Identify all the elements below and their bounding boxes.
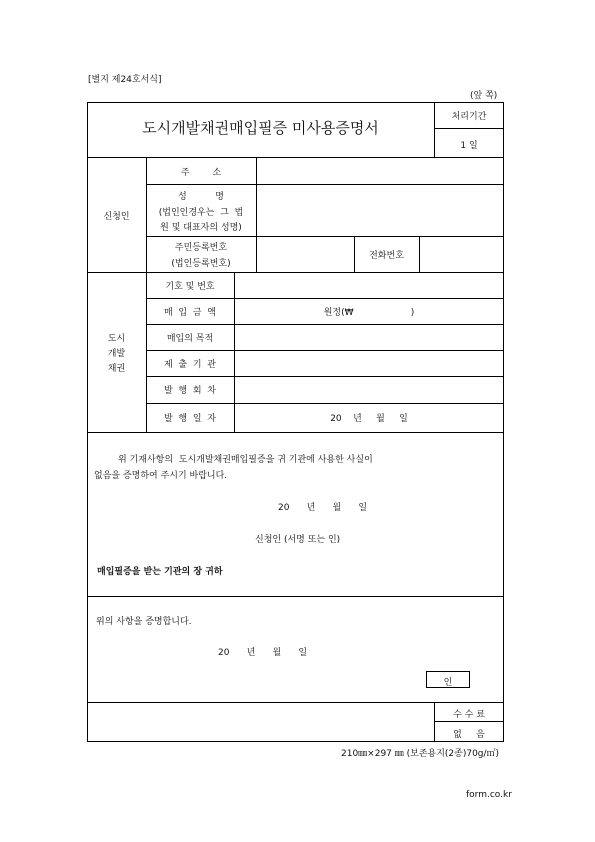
- bond-section-label-3: 채권: [107, 364, 126, 374]
- processing-divider: [434, 128, 504, 129]
- request-line-2: 없음을 증명하여 주시기 바랍니다.: [94, 471, 228, 481]
- bond-amount-field[interactable]: 원정(₩ ): [323, 308, 415, 318]
- request-line-1: 위 기재사항의 도시개발채권매입필증을 귀 기관에 사용한 사실이: [118, 455, 373, 465]
- bond-purpose-field[interactable]: [235, 325, 503, 350]
- bond-row-label-issue-round: 발 행 회 차: [164, 386, 216, 396]
- rrn-label: 주민등록번호: [174, 243, 228, 253]
- seal-label: 인: [443, 678, 453, 688]
- side-indicator: (앞 쪽): [470, 91, 498, 101]
- name-field[interactable]: [257, 185, 503, 236]
- paper-spec: 210㎜×297 ㎜ (보존용지(2종)70g/㎡): [341, 749, 500, 759]
- addressee: 매입필증을 받는 기관의 장 귀하: [97, 567, 223, 577]
- phone-field[interactable]: [420, 237, 503, 272]
- name-label: 성 명: [178, 192, 224, 202]
- bond-issue-date-field[interactable]: 20 년 월 일: [330, 414, 408, 424]
- bond-row-line-1: [146, 298, 504, 299]
- bond-bottom-line: [87, 432, 504, 433]
- certify-bottom-line: [87, 702, 504, 703]
- bond-agency-field[interactable]: [235, 351, 503, 376]
- bond-row-label-issue-date: 발 행 일 자: [164, 414, 216, 424]
- bond-number-field[interactable]: [235, 273, 503, 298]
- fee-label: 수 수 료: [453, 710, 485, 720]
- name-label-note-2: 원 및 대표자의 성명): [160, 223, 242, 233]
- processing-period-label: 처리기간: [451, 112, 487, 122]
- processing-period-value: 1 일: [460, 141, 478, 151]
- applicant-signature[interactable]: 신청인 (서명 또는 인): [255, 535, 341, 545]
- fee-divider: [434, 721, 504, 722]
- bond-section-label-2: 개발: [107, 349, 126, 359]
- bond-issue-round-field[interactable]: [235, 377, 503, 403]
- rrn-label-note: (법인등록번호): [171, 259, 231, 269]
- bond-row-line-5: [146, 403, 504, 404]
- form-number: [별지 제24호서식]: [88, 75, 162, 85]
- name-label-note-1: (법인인경우는 그 법: [158, 208, 244, 218]
- source-url[interactable]: form.co.kr: [466, 790, 512, 800]
- bond-section-label-1: 도시: [107, 334, 126, 344]
- fee-value: 없 음: [453, 730, 485, 740]
- request-date[interactable]: 20 년 월 일: [278, 503, 368, 513]
- applicant-section-label: 신청인: [103, 212, 130, 222]
- bond-row-label-number: 기호 및 번호: [165, 282, 215, 292]
- address-field[interactable]: [257, 158, 503, 184]
- request-bottom-line: [87, 596, 504, 597]
- certify-text: 위의 사항을 증명합니다.: [96, 617, 192, 627]
- bond-row-label-purpose: 매입의 목적: [166, 334, 214, 344]
- phone-label: 전화번호: [369, 251, 404, 261]
- bond-row-label-amount: 매 입 금 액: [164, 308, 216, 318]
- bond-row-label-agency: 제 출 기 관: [164, 360, 216, 370]
- certify-date[interactable]: 20 년 월 일: [218, 648, 308, 658]
- document-title: 도시개발채권매입필증 미사용증명서: [142, 119, 379, 137]
- address-label: 주 소: [180, 168, 222, 178]
- rrn-field[interactable]: [257, 237, 354, 272]
